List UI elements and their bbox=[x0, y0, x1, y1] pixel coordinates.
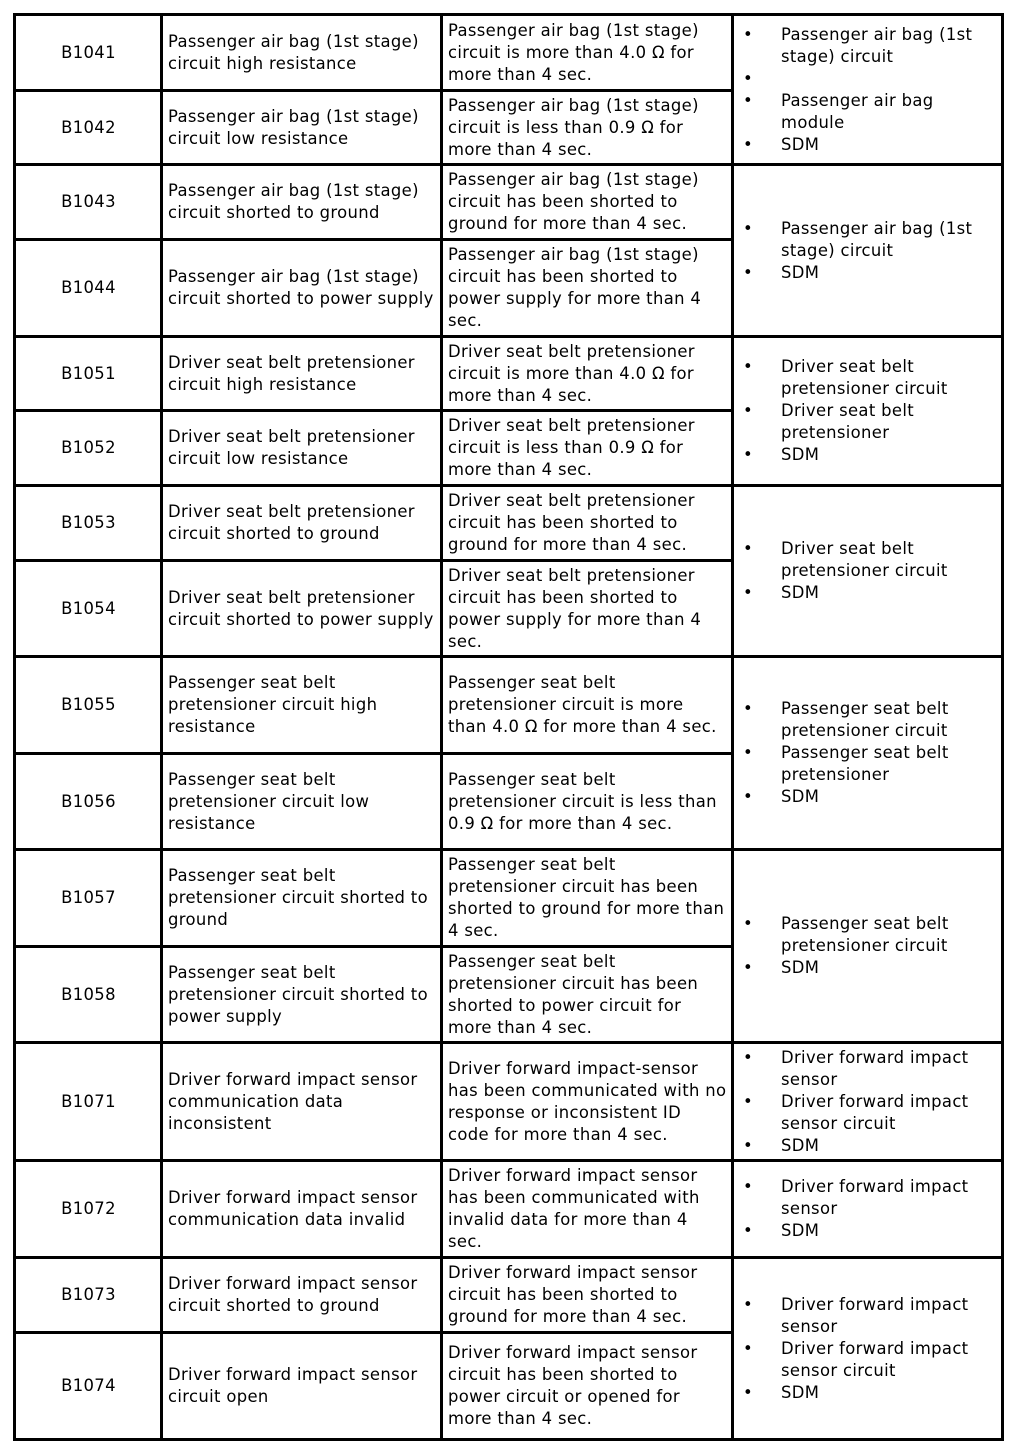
dtc-description: Passenger seat belt pretensioner circuit high resistance bbox=[162, 657, 442, 754]
trouble-area bbox=[733, 850, 1003, 1043]
dtc-description: Passenger air bag (1st stage) circuit high resistance bbox=[162, 15, 442, 91]
dtc-code: B1057 bbox=[15, 850, 162, 947]
dtc-description: Passenger seat belt pretensioner circuit low resistance bbox=[162, 754, 442, 850]
trouble-area bbox=[733, 15, 1003, 165]
dtc-description: Passenger air bag (1st stage) circuit low resistance bbox=[162, 91, 442, 165]
trouble-area-item: • Passenger seat belt pretensioner circuit bbox=[739, 913, 997, 957]
trouble-area-item: • Driver seat belt pretensioner circuit bbox=[739, 356, 997, 400]
detecting-condition: Passenger air bag (1st stage) circuit has been shorted to ground for more than 4 sec. bbox=[442, 165, 733, 240]
detecting-condition: Driver seat belt pretensioner circuit has been shorted to power supply for more than 4 sec. bbox=[442, 561, 733, 657]
detecting-condition: Passenger seat belt pretensioner circuit has been shorted to ground for more than 4 sec. bbox=[442, 850, 733, 947]
trouble-area-list bbox=[739, 1176, 997, 1242]
dtc-description: Driver forward impact sensor circuit open bbox=[162, 1333, 442, 1440]
trouble-area-item: • Passenger seat belt pretensioner bbox=[739, 742, 997, 786]
trouble-area-item: • SDM bbox=[739, 1220, 997, 1242]
trouble-area-item: • Driver forward impact sensor circuit bbox=[739, 1091, 997, 1135]
trouble-area-item: • Driver forward impact sensor bbox=[739, 1176, 997, 1220]
trouble-area-item: • Passenger air bag (1st stage) circuit bbox=[739, 218, 997, 262]
dtc-code: B1041 bbox=[15, 15, 162, 91]
trouble-area-item: • Passenger air bag module bbox=[739, 90, 997, 134]
trouble-area-list bbox=[739, 913, 997, 979]
table-row bbox=[15, 486, 1003, 561]
detecting-condition: Driver forward impact-sensor has been communicated with no response or inconsistent ID code for more than 4 sec. bbox=[442, 1043, 733, 1161]
detecting-condition: Passenger seat belt pretensioner circuit has been shorted to power circuit for more than 4 sec. bbox=[442, 947, 733, 1043]
trouble-area-item: • SDM bbox=[739, 444, 997, 466]
trouble-area-list bbox=[739, 1294, 997, 1404]
dtc-description: Driver forward impact sensor communication data invalid bbox=[162, 1161, 442, 1258]
dtc-description: Passenger seat belt pretensioner circuit shorted to power supply bbox=[162, 947, 442, 1043]
trouble-area bbox=[733, 337, 1003, 486]
trouble-area-item: • SDM bbox=[739, 262, 997, 284]
table-row bbox=[15, 337, 1003, 411]
dtc-description: Driver seat belt pretensioner circuit shorted to ground bbox=[162, 486, 442, 561]
detecting-condition: Passenger air bag (1st stage) circuit is less than 0.9 Ω for more than 4 sec. bbox=[442, 91, 733, 165]
trouble-area bbox=[733, 657, 1003, 850]
detecting-condition: Passenger air bag (1st stage) circuit has been shorted to power supply for more than 4 sec. bbox=[442, 240, 733, 337]
dtc-description: Driver forward impact sensor circuit shorted to ground bbox=[162, 1258, 442, 1333]
dtc-table bbox=[13, 13, 1004, 1441]
trouble-area-list bbox=[739, 24, 997, 156]
table-row bbox=[15, 1161, 1003, 1258]
dtc-code: B1043 bbox=[15, 165, 162, 240]
detecting-condition: Driver seat belt pretensioner circuit is less than 0.9 Ω for more than 4 sec. bbox=[442, 411, 733, 486]
trouble-area-item: • Driver forward impact sensor bbox=[739, 1047, 997, 1091]
detecting-condition: Passenger seat belt pretensioner circuit is more than 4.0 Ω for more than 4 sec. bbox=[442, 657, 733, 754]
trouble-area-item: • Passenger seat belt pretensioner circuit bbox=[739, 698, 997, 742]
dtc-description: Passenger seat belt pretensioner circuit shorted to ground bbox=[162, 850, 442, 947]
trouble-area-list bbox=[739, 1047, 997, 1157]
dtc-code: B1042 bbox=[15, 91, 162, 165]
table-row bbox=[15, 657, 1003, 754]
dtc-description: Driver seat belt pretensioner circuit high resistance bbox=[162, 337, 442, 411]
trouble-area-item bbox=[739, 68, 997, 90]
dtc-description: Driver seat belt pretensioner circuit low resistance bbox=[162, 411, 442, 486]
trouble-area-item: • Driver forward impact sensor circuit bbox=[739, 1338, 997, 1382]
table-row bbox=[15, 15, 1003, 91]
dtc-code: B1058 bbox=[15, 947, 162, 1043]
dtc-code: B1055 bbox=[15, 657, 162, 754]
trouble-area-item: • SDM bbox=[739, 582, 997, 604]
trouble-area bbox=[733, 486, 1003, 657]
trouble-area bbox=[733, 165, 1003, 337]
dtc-description: Passenger air bag (1st stage) circuit shorted to power supply bbox=[162, 240, 442, 337]
trouble-area bbox=[733, 1043, 1003, 1161]
dtc-code: B1056 bbox=[15, 754, 162, 850]
trouble-area-list bbox=[739, 356, 997, 466]
trouble-area-item: • SDM bbox=[739, 1382, 997, 1404]
table-row bbox=[15, 1043, 1003, 1161]
trouble-area-item: • SDM bbox=[739, 134, 997, 156]
table-row bbox=[15, 165, 1003, 240]
dtc-description: Passenger air bag (1st stage) circuit shorted to ground bbox=[162, 165, 442, 240]
trouble-area-item: • Passenger air bag (1st stage) circuit bbox=[739, 24, 997, 68]
trouble-area-item: • SDM bbox=[739, 1135, 997, 1157]
trouble-area bbox=[733, 1258, 1003, 1440]
dtc-description: Driver seat belt pretensioner circuit shorted to power supply bbox=[162, 561, 442, 657]
trouble-area-item: • SDM bbox=[739, 957, 997, 979]
dtc-code: B1053 bbox=[15, 486, 162, 561]
detecting-condition: Driver forward impact sensor circuit has been shorted to power circuit or opened for more than 4 sec. bbox=[442, 1333, 733, 1440]
trouble-area-list bbox=[739, 698, 997, 808]
detecting-condition: Passenger seat belt pretensioner circuit is less than 0.9 Ω for more than 4 sec. bbox=[442, 754, 733, 850]
dtc-code: B1051 bbox=[15, 337, 162, 411]
dtc-description: Driver forward impact sensor communication data inconsistent bbox=[162, 1043, 442, 1161]
trouble-area bbox=[733, 1161, 1003, 1258]
dtc-code: B1074 bbox=[15, 1333, 162, 1440]
detecting-condition: Driver seat belt pretensioner circuit is more than 4.0 Ω for more than 4 sec. bbox=[442, 337, 733, 411]
dtc-code: B1052 bbox=[15, 411, 162, 486]
trouble-area-item: • Driver seat belt pretensioner bbox=[739, 400, 997, 444]
trouble-area-list bbox=[739, 538, 997, 604]
dtc-code: B1054 bbox=[15, 561, 162, 657]
trouble-area-item: • Driver seat belt pretensioner circuit bbox=[739, 538, 997, 582]
trouble-area-item: • SDM bbox=[739, 786, 997, 808]
detecting-condition: Driver forward impact sensor circuit has been shorted to ground for more than 4 sec. bbox=[442, 1258, 733, 1333]
dtc-code: B1072 bbox=[15, 1161, 162, 1258]
trouble-area-list bbox=[739, 218, 997, 284]
table-row bbox=[15, 850, 1003, 947]
dtc-code: B1071 bbox=[15, 1043, 162, 1161]
dtc-code: B1044 bbox=[15, 240, 162, 337]
dtc-code: B1073 bbox=[15, 1258, 162, 1333]
trouble-area-item: • Driver forward impact sensor bbox=[739, 1294, 997, 1338]
detecting-condition: Passenger air bag (1st stage) circuit is more than 4.0 Ω for more than 4 sec. bbox=[442, 15, 733, 91]
detecting-condition: Driver forward impact sensor has been communicated with invalid data for more than 4 sec. bbox=[442, 1161, 733, 1258]
detecting-condition: Driver seat belt pretensioner circuit has been shorted to ground for more than 4 sec. bbox=[442, 486, 733, 561]
table-row bbox=[15, 1258, 1003, 1333]
